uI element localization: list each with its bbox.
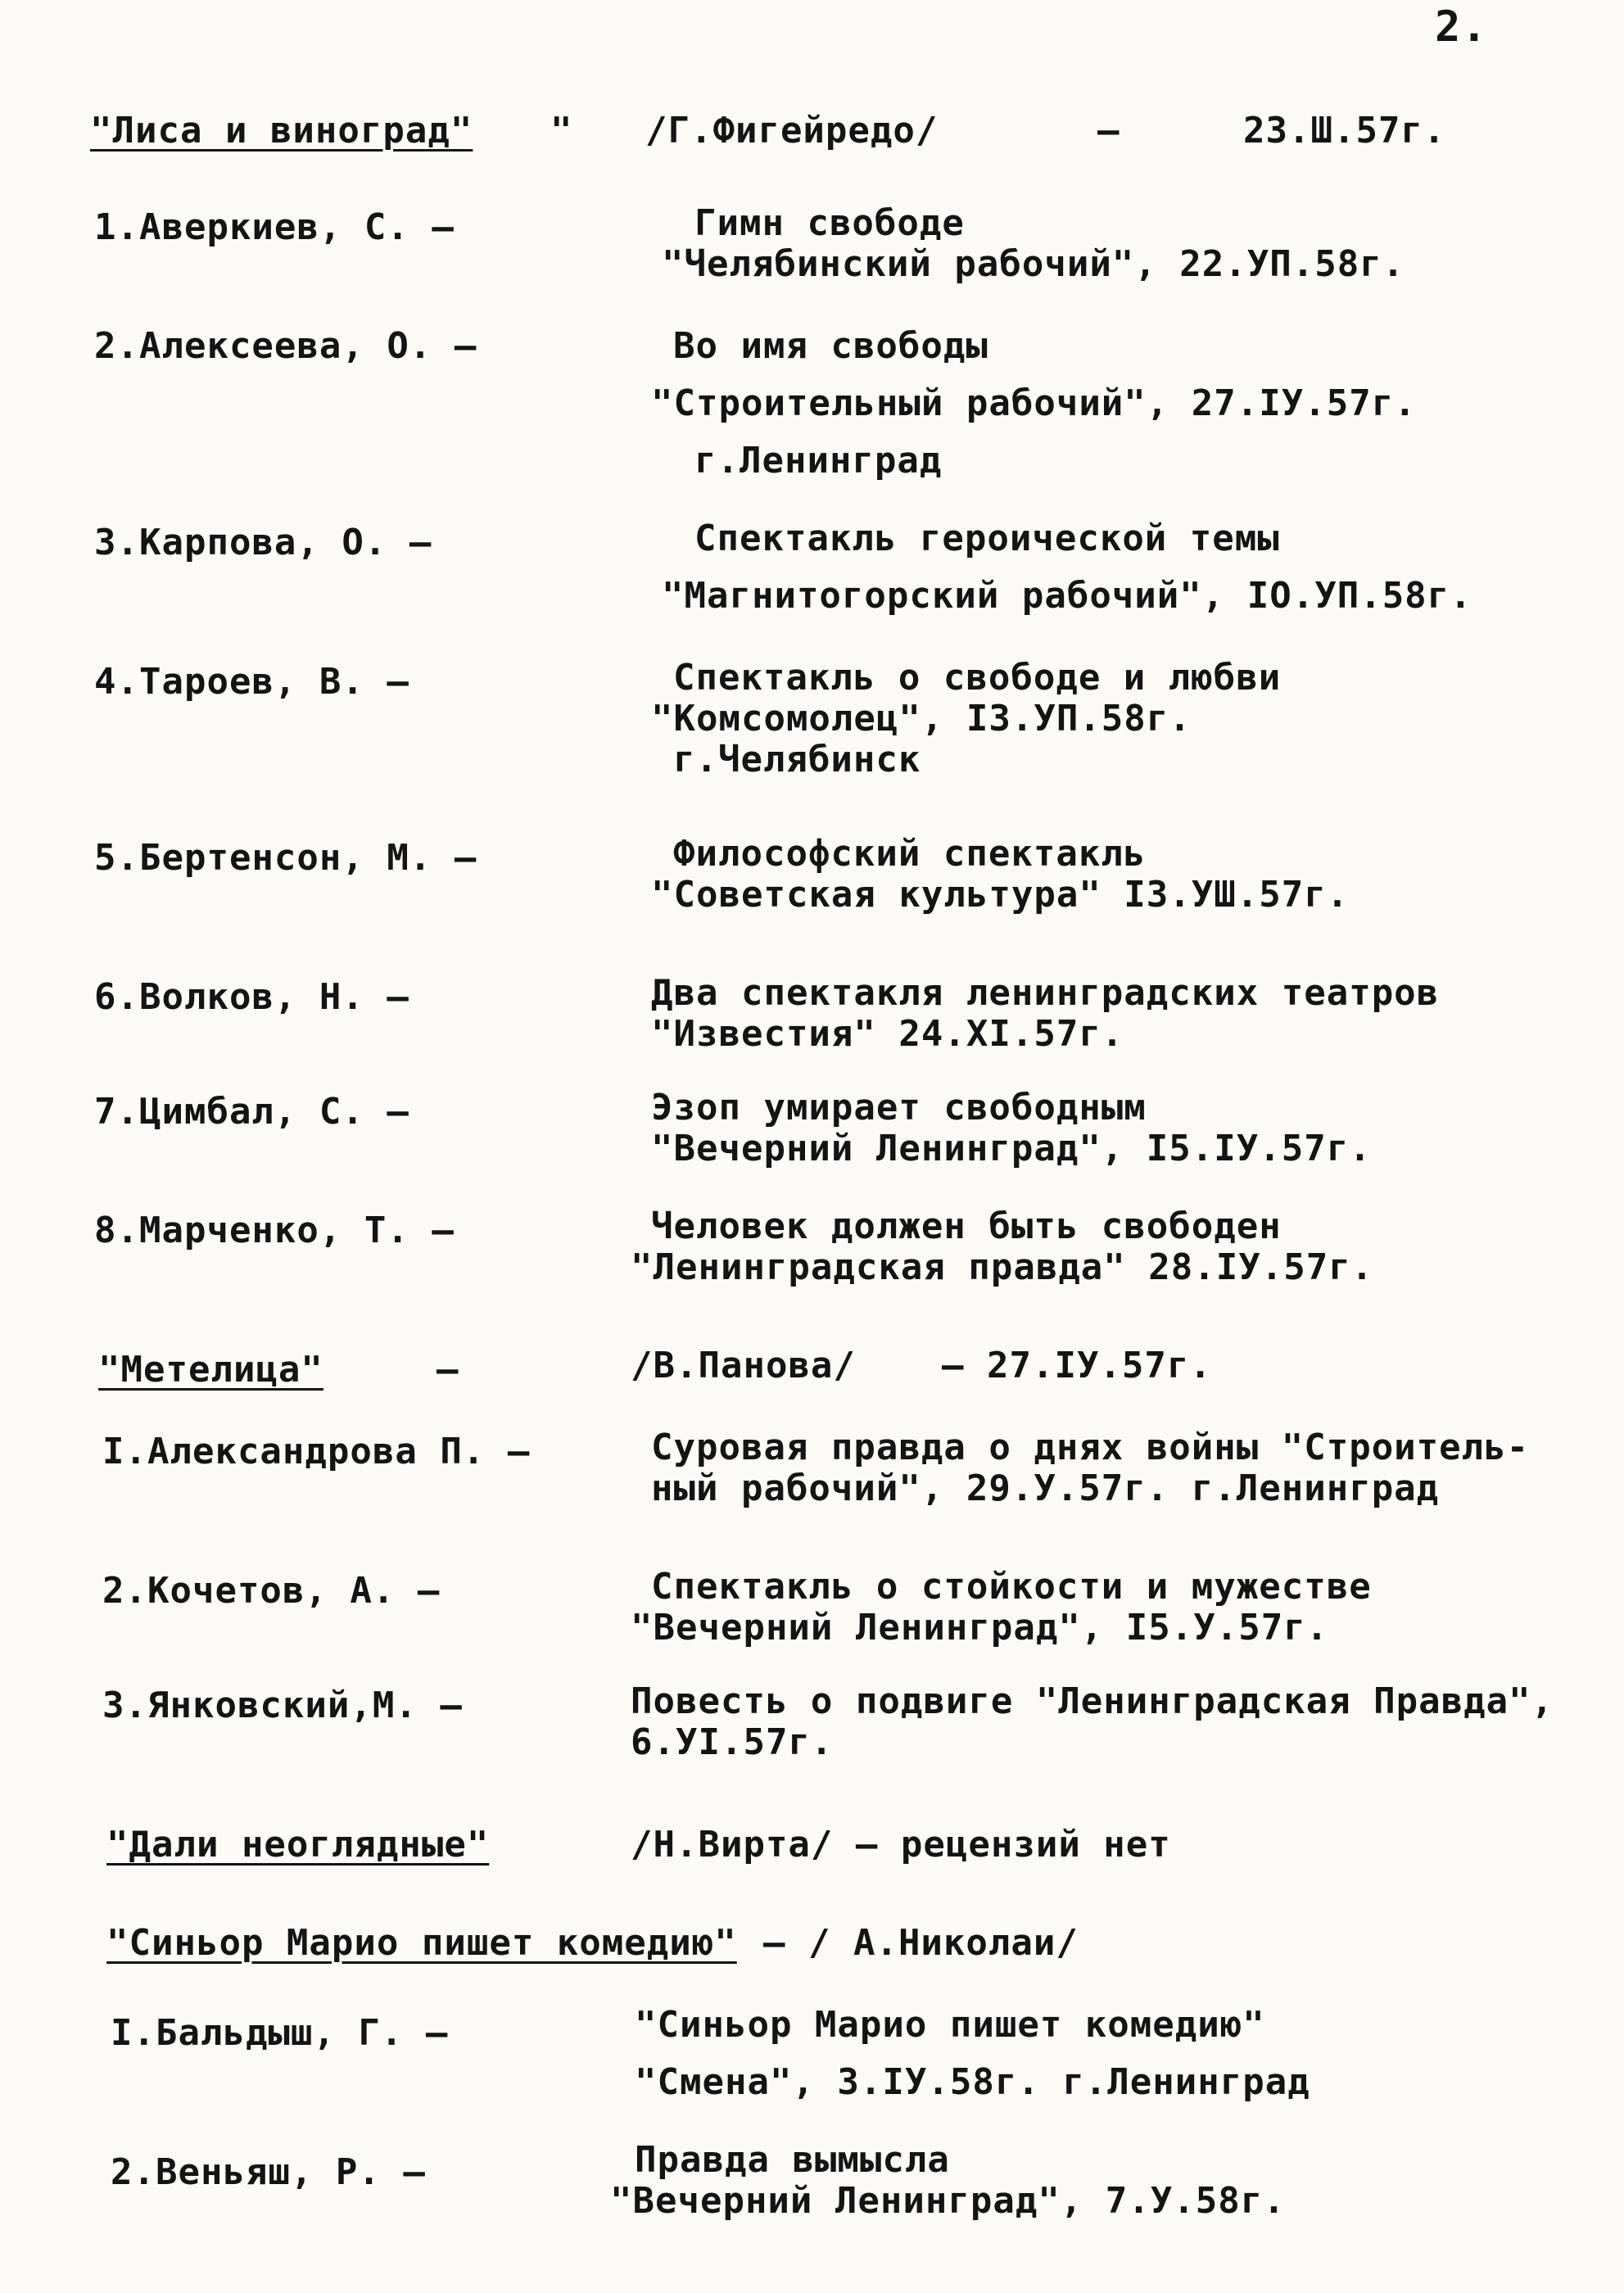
text-line-t1-b: "Смена", 3.IУ.58г. г.Ленинград <box>635 2061 1310 2103</box>
text-line-r6-name: 6.Волков, Н. – <box>94 976 409 1018</box>
text-line-play1-title: "Лиса и виноград" <box>90 110 473 152</box>
text-line-r3-a: Спектакль героической темы <box>694 518 1280 559</box>
text-line-play1-author: /Г.Фигейредо/ <box>645 110 939 152</box>
text-line-play1-date: 23.Ш.57г. <box>1243 110 1446 152</box>
text-line-r2-b: "Строительный рабочий", 27.IУ.57г. <box>651 382 1417 424</box>
text-line-r5-a: Философский спектакль <box>673 833 1147 875</box>
text-line-play2-author: /В.Панова/ <box>631 1345 856 1386</box>
text-line-r4-a: Спектакль о свободе и любви <box>673 657 1282 699</box>
text-line-s2-name: 2.Кочетов, А. – <box>102 1570 441 1612</box>
text-line-play3-title: "Дали неоглядные" <box>106 1824 490 1866</box>
text-line-r8-b: "Ленинградская правда" 28.IУ.57г. <box>631 1246 1374 1288</box>
text-line-r3-b: "Магнитогорский рабочий", IО.УП.58г. <box>662 575 1472 617</box>
text-line-t1-name: I.Бальдыш, Г. – <box>111 2012 449 2054</box>
text-line-s1-b: ный рабочий", 29.У.57г. г.Ленинград <box>651 1468 1440 1509</box>
text-line-r8-a: Человек должен быть свободен <box>651 1205 1282 1247</box>
text-line-play2-title: "Метелица" <box>98 1349 323 1391</box>
text-line-r6-a: Два спектакля ленинградских театров <box>651 972 1440 1014</box>
text-line-play4-author: – / А.Николаи/ <box>763 1922 1079 1964</box>
text-line-r2-c: г.Ленинград <box>694 440 943 482</box>
text-line-t2-b: "Вечерний Ленинград", 7.У.58г. <box>610 2180 1286 2222</box>
text-line-r1-name: 1.Аверкиев, С. – <box>94 206 455 248</box>
text-line-r1-a: Гимн свободе <box>694 202 965 244</box>
text-line-s1-name: I.Александрова П. – <box>102 1431 531 1472</box>
text-line-s2-a: Спектакль о стойкости и мужестве <box>651 1566 1372 1608</box>
text-line-s3-b: 6.УI.57г. <box>631 1721 834 1763</box>
text-line-s3-a: Повесть о подвиге "Ленинградская Правда", <box>631 1680 1554 1722</box>
text-line-r5-name: 5.Бертенсон, М. – <box>94 837 477 879</box>
text-line-s3-name: 3.Янковский,М. – <box>102 1685 463 1726</box>
text-line-t2-a: Правда вымысла <box>635 2139 950 2181</box>
text-line-r4-name: 4.Тароев, В. – <box>94 661 409 703</box>
text-line-play2-dash: – <box>437 1349 459 1391</box>
text-line-play2-date: – 27.IУ.57г. <box>942 1345 1212 1386</box>
text-line-r1-b: "Челябинский рабочий", 22.УП.58г. <box>662 243 1405 285</box>
text-line-r7-name: 7.Цимбал, С. – <box>94 1091 409 1133</box>
text-line-t1-a: "Синьор Марио пишет комедию" <box>635 2004 1265 2046</box>
text-line-r2-a: Во имя свободы <box>673 325 988 367</box>
text-line-r3-name: 3.Карпова, О. – <box>94 522 432 563</box>
text-line-r2-name: 2.Алексеева, О. – <box>94 325 477 367</box>
text-line-r5-b: "Советская культура" IЗ.УШ.57г. <box>651 874 1350 916</box>
text-line-s2-b: "Вечерний Ленинград", I5.У.57г. <box>631 1607 1329 1649</box>
text-line-s1-a: Суровая правда о днях войны "Строитель- <box>651 1427 1530 1468</box>
text-line-t2-name: 2.Веньяш, Р. – <box>111 2151 426 2193</box>
text-line-r8-name: 8.Марченко, Т. – <box>94 1210 455 1251</box>
text-line-play4-title: "Синьор Марио пишет комедию" <box>106 1922 737 1964</box>
page-number: 2. <box>1435 2 1488 52</box>
text-line-r6-b: "Известия" 24.XI.57г. <box>651 1013 1124 1055</box>
text-line-play1-dash: – <box>1097 110 1120 152</box>
text-line-play3-author: /Н.Вирта/ – рецензий нет <box>631 1824 1171 1866</box>
text-line-r7-a: Эзоп умирает свободным <box>651 1087 1147 1128</box>
text-line-r4-b: "Комсомолец", IЗ.УП.58г. <box>651 698 1192 739</box>
text-line-play1-quote: " <box>550 110 573 152</box>
text-line-r4-c: г.Челябинск <box>673 739 921 780</box>
text-line-r7-b: "Вечерний Ленинград", I5.IУ.57г. <box>651 1128 1372 1169</box>
